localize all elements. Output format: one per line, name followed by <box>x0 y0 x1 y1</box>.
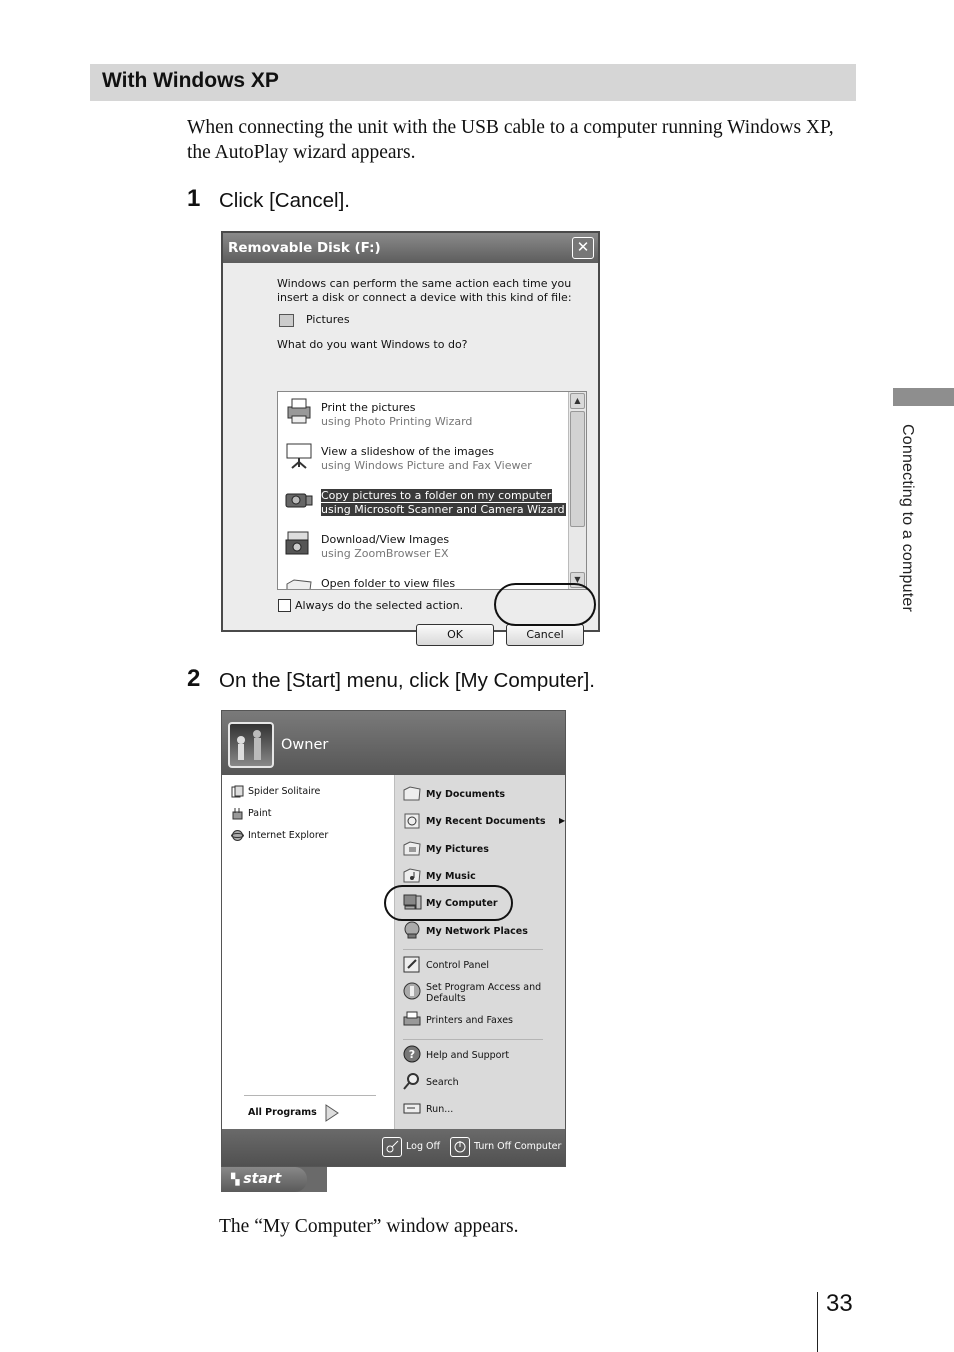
camera-icon <box>284 484 314 514</box>
dialog-title: Removable Disk (F:) <box>228 240 381 256</box>
section-title: With Windows XP <box>102 69 279 92</box>
turn-off-button[interactable]: Turn Off Computer <box>474 1141 562 1152</box>
help-icon <box>402 1044 422 1064</box>
start-menu-footer <box>222 1129 566 1167</box>
autoplay-dialog <box>221 231 600 641</box>
step-2-number: 2 <box>187 665 201 692</box>
step-2-text: On the [Start] menu, click [My Computer]. <box>219 669 595 692</box>
section-header-bar <box>90 64 856 101</box>
cards-icon <box>231 785 244 798</box>
dialog-title-bar <box>223 233 598 263</box>
program-access-icon <box>402 981 422 1001</box>
always-checkbox[interactable] <box>278 599 291 612</box>
list-item[interactable]: Open folder to view files <box>278 568 568 590</box>
open-folder-icon <box>284 572 314 590</box>
submenu-arrow-icon: ▶ <box>559 816 566 825</box>
music-folder-icon <box>402 865 422 885</box>
dialog-body <box>223 263 598 641</box>
paint-icon <box>231 807 244 820</box>
network-icon <box>402 920 422 940</box>
intro-paragraph: When connecting the unit with the USB cable to a computer running Windows XP, the AutoPlay wizard appears. <box>187 117 834 163</box>
log-off-button[interactable]: Log Off <box>406 1141 441 1152</box>
list-scrollbar[interactable] <box>568 392 586 589</box>
internet-explorer-icon <box>231 829 244 842</box>
folder-icon <box>402 783 422 803</box>
start-menu <box>221 710 566 1167</box>
cancel-button[interactable]: Cancel <box>506 624 584 646</box>
ok-button[interactable]: OK <box>416 624 494 646</box>
list-item-selected[interactable]: Copy pictures to a folder on my computer using Microsoft Scanner and Camera Wizard <box>278 480 568 520</box>
page-number-divider <box>817 1292 818 1352</box>
result-note: The “My Computer” window appears. <box>219 1216 519 1237</box>
arrow-right-icon <box>323 1103 341 1123</box>
list-item[interactable]: View a slideshow of the images using Windows Picture and Fax Viewer <box>278 436 568 476</box>
start-menu-left-pane: Spider Solitaire Paint Internet Explorer All Programs <box>222 775 394 1129</box>
close-icon[interactable]: ✕ <box>572 237 594 259</box>
divider <box>244 1095 376 1096</box>
power-icon[interactable] <box>450 1137 470 1157</box>
scroll-thumb[interactable] <box>570 411 585 527</box>
windows-logo-icon: ▚ <box>231 1173 244 1186</box>
start-button[interactable]: ▚ start <box>221 1167 307 1192</box>
chapter-side-label: Connecting to a computer <box>899 424 916 613</box>
pictures-icon <box>279 314 294 327</box>
pictures-folder-icon <box>402 838 422 858</box>
scroll-up-icon[interactable]: ▲ <box>570 393 585 409</box>
list-item[interactable]: Download/View Images using ZoomBrowser EX <box>278 524 568 564</box>
user-name: Owner <box>281 737 329 753</box>
divider <box>403 949 543 950</box>
slideshow-icon <box>284 440 314 470</box>
divider <box>403 1039 543 1040</box>
chapter-tab-marker <box>893 388 954 406</box>
list-item[interactable]: Print the pictures using Photo Printing Wizard <box>278 392 568 432</box>
step-1-number: 1 <box>187 185 201 212</box>
printer-icon <box>284 396 314 426</box>
recent-documents-icon <box>402 810 422 830</box>
search-icon <box>402 1071 422 1091</box>
start-menu-header <box>222 711 566 775</box>
page-number: 33 <box>826 1290 853 1317</box>
taskbar <box>221 1167 327 1192</box>
zoombrowser-icon <box>284 528 314 558</box>
svg-text:?: ? <box>408 1048 416 1061</box>
content-type-label: Pictures <box>306 313 350 326</box>
dialog-question: What do you want Windows to do? <box>277 338 468 351</box>
log-off-icon[interactable] <box>382 1137 402 1157</box>
all-programs-button[interactable]: All Programs <box>248 1107 317 1118</box>
my-computer-highlight-ring <box>384 885 513 921</box>
printer-icon <box>402 1009 422 1029</box>
scroll-down-icon[interactable]: ▼ <box>570 572 585 588</box>
run-icon <box>402 1098 422 1118</box>
control-panel-icon <box>402 954 422 974</box>
avatar <box>228 722 274 768</box>
cancel-highlight-ring <box>494 583 596 626</box>
chess-icon <box>230 724 272 766</box>
always-checkbox-label: Always do the selected action. <box>295 599 464 612</box>
action-list[interactable] <box>277 391 587 590</box>
start-menu-right-pane: My Documents My Recent Documents ▶ My Pictures My Music My Computer My Network Places Control Panel Set Program Access and Defaults Printers and Faxes ? Help and Support Search Run... <box>394 775 566 1129</box>
step-1-text: Click [Cancel]. <box>219 189 351 212</box>
dialog-description: Windows can perform the same action each time you insert a disk or connect a device with this kind of file: <box>277 277 572 304</box>
